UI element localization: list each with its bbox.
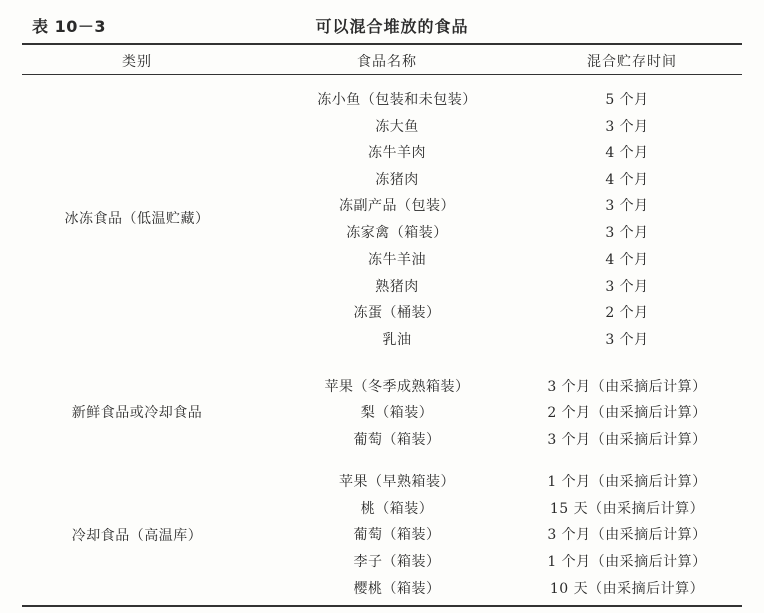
- storage-time-cell: 3 个月: [605, 279, 649, 295]
- group-category-chilled-high-temp: 冷却食品（高温库）: [71, 528, 203, 544]
- food-name-cell: 冻牛羊油: [368, 252, 426, 268]
- header-food-name: 食品名称: [357, 54, 417, 70]
- storage-time-cell: 2 个月: [605, 305, 649, 321]
- food-name-cell: 葡萄（箱装）: [353, 527, 441, 543]
- food-name-cell: 熟猪肉: [375, 279, 419, 295]
- table-caption: [0, 10, 764, 38]
- header-category: 类别: [122, 54, 152, 70]
- food-name-cell: 冻牛羊肉: [368, 145, 426, 161]
- table-row: [22, 471, 742, 497]
- food-name-cell: 乳油: [382, 332, 412, 348]
- storage-time-cell: 10 天（由采摘后计算）: [549, 581, 705, 597]
- table-row: [22, 249, 742, 275]
- storage-time-cell: 1 个月（由采摘后计算）: [547, 474, 707, 490]
- food-name-cell: 李子（箱装）: [353, 554, 441, 570]
- food-name-cell: 樱桃（箱装）: [353, 581, 441, 597]
- food-name-cell: 冻大鱼: [375, 119, 419, 135]
- table-row: [22, 329, 742, 355]
- storage-time-cell: 3 个月（由采摘后计算）: [547, 527, 707, 543]
- storage-time-cell: 3 个月（由采摘后计算）: [547, 432, 707, 448]
- table-row: [22, 551, 742, 577]
- table-row: [22, 169, 742, 195]
- storage-time-cell: 3 个月: [605, 332, 649, 348]
- table-row: [22, 578, 742, 604]
- food-name-cell: 冻副产品（包装）: [339, 198, 455, 214]
- food-name-cell: 冻家禽（箱装）: [346, 225, 448, 241]
- storage-time-cell: 4 个月: [605, 145, 649, 161]
- food-name-cell: 冻小鱼（包装和未包装）: [317, 92, 477, 108]
- group-category-frozen: 冰冻食品（低温贮藏）: [64, 211, 210, 227]
- storage-time-cell: 3 个月: [605, 198, 649, 214]
- storage-time-cell: 2 个月（由采摘后计算）: [547, 405, 707, 421]
- storage-time-cell: 1 个月（由采摘后计算）: [547, 554, 707, 570]
- storage-time-cell: 5 个月: [605, 92, 649, 108]
- food-name-cell: 苹果（早熟箱装）: [339, 474, 455, 490]
- storage-time-cell: 15 天（由采摘后计算）: [549, 501, 705, 517]
- table-row: [22, 89, 742, 115]
- food-name-cell: 苹果（冬季成熟箱装）: [324, 379, 470, 395]
- header-storage-time: 混合贮存时间: [587, 54, 677, 70]
- bottom-rule: [22, 605, 742, 607]
- table-row: [22, 524, 742, 550]
- table-row: [22, 302, 742, 328]
- table-row: [22, 429, 742, 455]
- storage-time-cell: 3 个月: [605, 225, 649, 241]
- table-row: [22, 222, 742, 248]
- storage-time-cell: 4 个月: [605, 252, 649, 268]
- storage-time-cell: 3 个月: [605, 119, 649, 135]
- table-header: [22, 45, 742, 74]
- food-name-cell: 梨（箱装）: [360, 405, 434, 421]
- header-rule: [22, 74, 742, 75]
- food-name-cell: 桃（箱装）: [360, 501, 434, 517]
- table-row: [22, 498, 742, 524]
- food-name-cell: 葡萄（箱装）: [353, 432, 441, 448]
- table-row: [22, 376, 742, 402]
- group-category-fresh-or-chilled: 新鲜食品或冷却食品: [71, 405, 203, 421]
- table-row: [22, 116, 742, 142]
- table-number: 表 10－3: [32, 17, 106, 36]
- table-title: 可以混合堆放的食品: [315, 17, 469, 36]
- storage-time-cell: 4 个月: [605, 172, 649, 188]
- food-name-cell: 冻猪肉: [375, 172, 419, 188]
- table-row: [22, 142, 742, 168]
- food-name-cell: 冻蛋（桶装）: [353, 305, 441, 321]
- storage-time-cell: 3 个月（由采摘后计算）: [547, 379, 707, 395]
- table-row: [22, 402, 742, 428]
- table-row: [22, 276, 742, 302]
- table-row: [22, 195, 742, 221]
